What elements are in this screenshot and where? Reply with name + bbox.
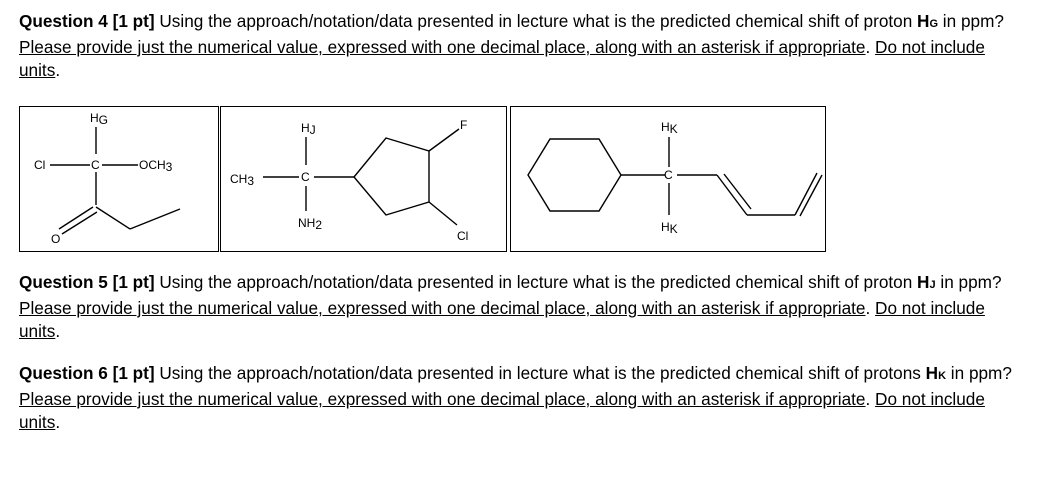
mol1-h-label: HG <box>90 111 109 127</box>
question-4: Question 4 [1 pt] Using the approach/notation/data presented in lecture what is the predicted chemical shift of proton HG in ppm? Please provide just the numerical value, expressed with one decimal place, along with an asterisk if appropriate. Do not include units. <box>19 11 1004 80</box>
mol3-h-bottom-label: HK <box>661 220 678 236</box>
question-6: Question 6 [1 pt] Using the approach/notation/data presented in lecture what is the predicted chemical shift of protons HK in ppm? Please provide just the numerical value, expressed with one decimal place, along with an asterisk if appropriate. Do not include units. <box>19 363 1012 432</box>
question-6-text: Using the approach/notation/data presented in lecture what is the predicted chemical shift of protons <box>154 363 926 383</box>
question-5-text: Using the approach/notation/data presented in lecture what is the predicted chemical shift of proton <box>154 272 918 292</box>
question-5-instruction: Please provide just the numerical value, expressed with one decimal place, along with an asterisk if appropriate <box>19 298 866 318</box>
mol2-c-label: C <box>301 170 310 184</box>
question-4-proton: HG <box>917 11 939 31</box>
mol2-h-label: HJ <box>301 121 316 137</box>
question-6-instruction: Please provide just the numerical value, expressed with one decimal place, along with an asterisk if appropriate <box>19 389 866 409</box>
mol2-ch3-label: CH3 <box>230 172 255 188</box>
mol3-c-label: C <box>664 168 673 182</box>
question-6-heading: Question 6 [1 pt] <box>19 363 155 383</box>
mol1-o-label: O <box>51 232 61 246</box>
question-4-text: Using the approach/notation/data presented in lecture what is the predicted chemical shift of proton <box>154 11 918 31</box>
question-4-units-note: Do not include units <box>19 37 985 80</box>
mol2-f-label: F <box>460 118 468 132</box>
mol2-cl-label: Cl <box>457 229 469 243</box>
question-4-instruction: Please provide just the numerical value, expressed with one decimal place, along with an asterisk if appropriate <box>19 37 866 57</box>
question-5-units-note: Do not include units <box>19 298 985 341</box>
mol1-och3-label: OCH3 <box>139 158 173 174</box>
molecule-2-structure <box>220 106 507 252</box>
molecule-1-structure <box>19 106 219 252</box>
question-6-units-note: Do not include units <box>19 389 985 432</box>
question-5: Question 5 [1 pt] Using the approach/notation/data presented in lecture what is the predicted chemical shift of proton HJ in ppm? Please provide just the numerical value, expressed with one decimal place, along with an asterisk if appropriate. Do not include units. <box>19 272 1002 341</box>
mol1-cl-label: Cl <box>34 158 46 172</box>
mol1-c-label: C <box>91 158 100 172</box>
question-4-heading: Question 4 [1 pt] <box>19 11 155 31</box>
molecule-3-structure <box>510 106 826 252</box>
question-5-heading: Question 5 [1 pt] <box>19 272 155 292</box>
mol2-nh2-label: NH2 <box>298 216 323 232</box>
question-5-proton: HJ <box>917 272 936 292</box>
question-6-proton: HK <box>925 363 947 383</box>
mol3-h-top-label: HK <box>661 120 678 136</box>
